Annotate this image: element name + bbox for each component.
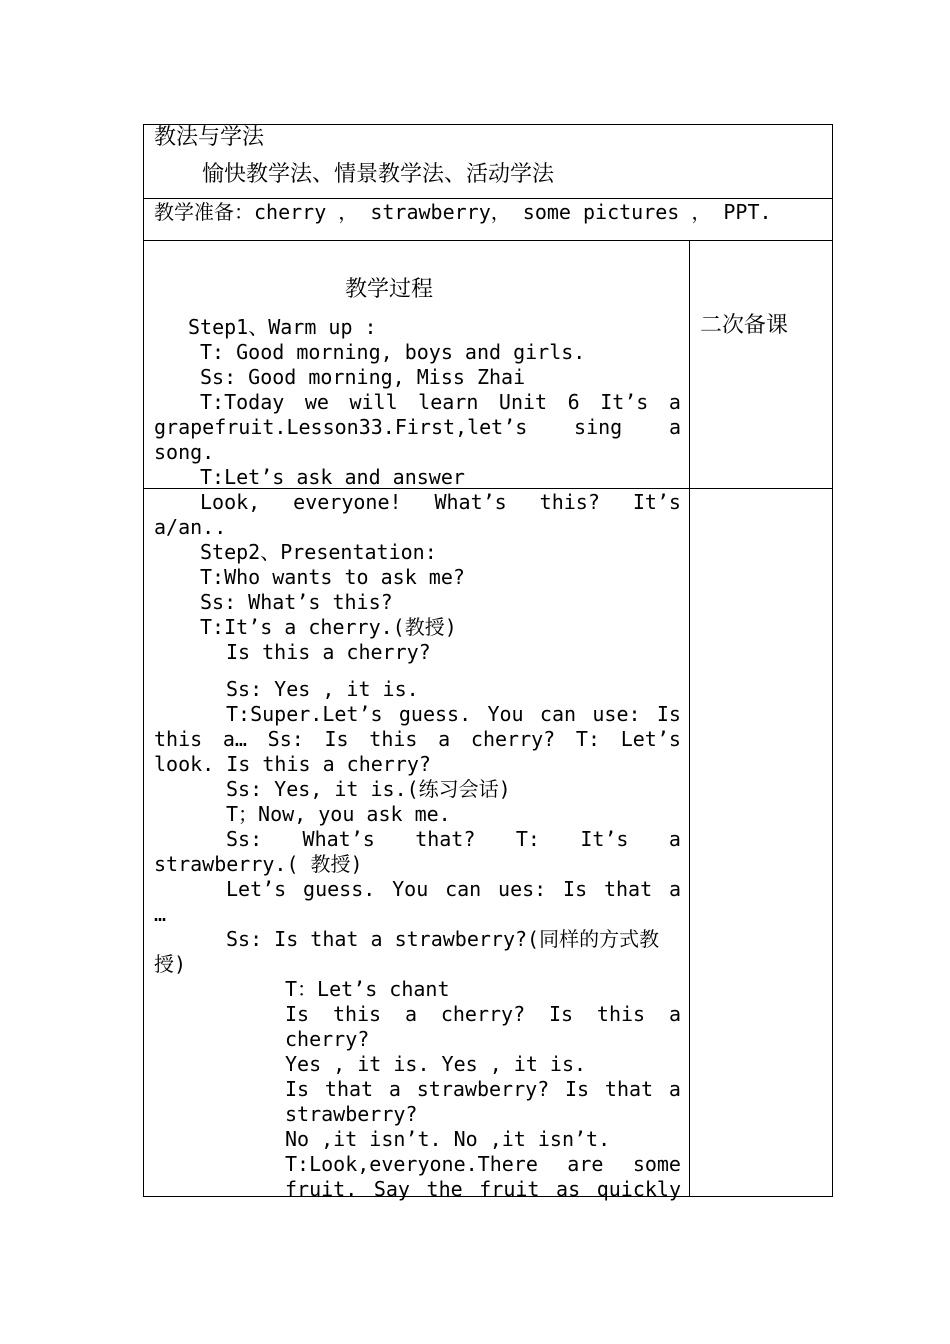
word: sing [574, 415, 623, 439]
text-line: Ss: Yes , it is. [226, 677, 419, 701]
text-line-justified [200, 390, 681, 415]
word: fruit. [285, 1177, 358, 1201]
word: that? [415, 827, 476, 851]
word: use: [592, 702, 641, 726]
word: Is [565, 1077, 590, 1101]
word: T: [575, 727, 601, 751]
word: guess. [303, 877, 376, 901]
text-line: Ss: What’s this? [200, 590, 393, 614]
word: a [668, 415, 681, 439]
word: a [668, 827, 681, 851]
word: a [668, 1002, 681, 1026]
row-divider [144, 198, 832, 199]
word: some [632, 1152, 681, 1176]
word: ues: [498, 877, 547, 901]
word: a [668, 390, 681, 414]
word: fruit [479, 1177, 540, 1201]
word: Is [324, 727, 349, 751]
word: that [603, 877, 653, 901]
text-line: T:It’s a cherry.(教授) [200, 615, 457, 639]
word: a [668, 1077, 681, 1101]
text-line: Ss: Yes, it is.(练习会话) [226, 777, 511, 801]
word: guess. [398, 702, 472, 726]
word: we [304, 390, 329, 414]
word: a [668, 877, 681, 901]
word: Is [563, 877, 588, 901]
text-line: T:Who wants to ask me? [200, 565, 465, 589]
text-line: T：Let’s chant [285, 977, 450, 1001]
word: that [604, 1077, 654, 1101]
word: Unit [498, 390, 548, 414]
text-line-justified [154, 727, 681, 752]
text-line: Ss: Good morning, Miss Zhai [200, 365, 526, 389]
word: a [388, 1077, 401, 1101]
word: this? [539, 490, 600, 514]
text-line-justified [285, 1002, 681, 1027]
word: a [438, 727, 451, 751]
word: T:Super.Let’s [226, 702, 383, 726]
word: the [426, 1177, 463, 1201]
word: Let’s [226, 877, 287, 901]
word: this [369, 727, 418, 751]
word: strawberry? [416, 1077, 550, 1101]
text-line-justified [154, 415, 681, 440]
word: can [539, 702, 577, 726]
text-line-justified [226, 877, 681, 902]
word: a… [222, 727, 247, 751]
second-prep-title: 二次备课 [700, 313, 789, 338]
text-line: Ss: Is that a strawberry?(同样的方式教 [226, 927, 660, 951]
word: can [445, 877, 482, 901]
methods-heading: 教法与学法 [154, 125, 265, 150]
word: You [487, 702, 524, 726]
text-line: look. Is this a cherry? [154, 752, 431, 776]
word: quickly [596, 1177, 681, 1201]
word: as [556, 1177, 581, 1201]
text-line-justified [285, 1177, 681, 1202]
text-line: song. [154, 440, 215, 464]
word: cherry? [440, 1002, 526, 1026]
text-line: T；Now, you ask me. [226, 802, 451, 826]
text-line: Yes , it is. Yes , it is. [285, 1052, 587, 1076]
row-divider [144, 240, 832, 241]
word: that [324, 1077, 374, 1101]
text-line-justified [200, 490, 681, 515]
word: will [349, 390, 398, 414]
word: this [596, 1002, 646, 1026]
word: Is [548, 1002, 574, 1026]
word: Say [373, 1177, 410, 1201]
word: Let’s [620, 727, 681, 751]
word: What’s [434, 490, 507, 514]
word: a [404, 1002, 417, 1026]
text-line-justified [285, 1152, 681, 1177]
word: Ss: [267, 727, 304, 751]
word: It’s [632, 490, 681, 514]
word: everyone! [293, 490, 402, 514]
word: It’s [600, 390, 649, 414]
word: Ss: [226, 827, 263, 851]
word: grapefruit.Lesson33.First,let’s [154, 415, 528, 439]
word: 6 [567, 390, 580, 414]
word: You [392, 877, 429, 901]
text-line-justified [285, 1077, 681, 1102]
word: Is [285, 1077, 310, 1101]
word: are [567, 1152, 604, 1176]
word: this [332, 1002, 382, 1026]
word: Look, [200, 490, 261, 514]
text-line: strawberry.( 教授) [154, 852, 363, 876]
word: cherry? [470, 727, 556, 751]
text-line: … [154, 902, 167, 926]
text-line: Step2、Presentation: [200, 540, 437, 564]
text-line: strawberry? [285, 1102, 418, 1126]
word: What’s [302, 827, 375, 851]
text-line-justified [226, 827, 681, 852]
text-line: Step1、Warm up : [188, 315, 377, 339]
word: Is [285, 1002, 310, 1026]
text-line: T: Good morning, boys and girls. [200, 340, 586, 364]
methods-list: 愉快教学法、情景教学法、活动学法 [202, 162, 555, 187]
process-title: 教学过程 [345, 277, 434, 302]
word: T:Today [200, 390, 285, 414]
lesson-plan-table [143, 124, 833, 1201]
column-divider [689, 240, 690, 1197]
text-line: T:Let’s ask and answer [200, 465, 465, 489]
word: Is [656, 702, 681, 726]
word: learn [418, 390, 479, 414]
word: T:Look,everyone.There [285, 1152, 538, 1176]
text-line: No ,it isn’t. No ,it isn’t. [285, 1127, 611, 1151]
word: this [154, 727, 203, 751]
text-line-justified [226, 702, 681, 727]
word: It’s [580, 827, 629, 851]
text-line: Is this a cherry? [226, 640, 431, 664]
text-line: cherry? [285, 1027, 370, 1051]
word: T: [515, 827, 540, 851]
teaching-preparation: 教学准备：cherry ， strawberry， some pictures ， PPT. [154, 200, 772, 224]
text-line: 授) [154, 952, 187, 976]
text-line: a/an.. [154, 515, 227, 539]
